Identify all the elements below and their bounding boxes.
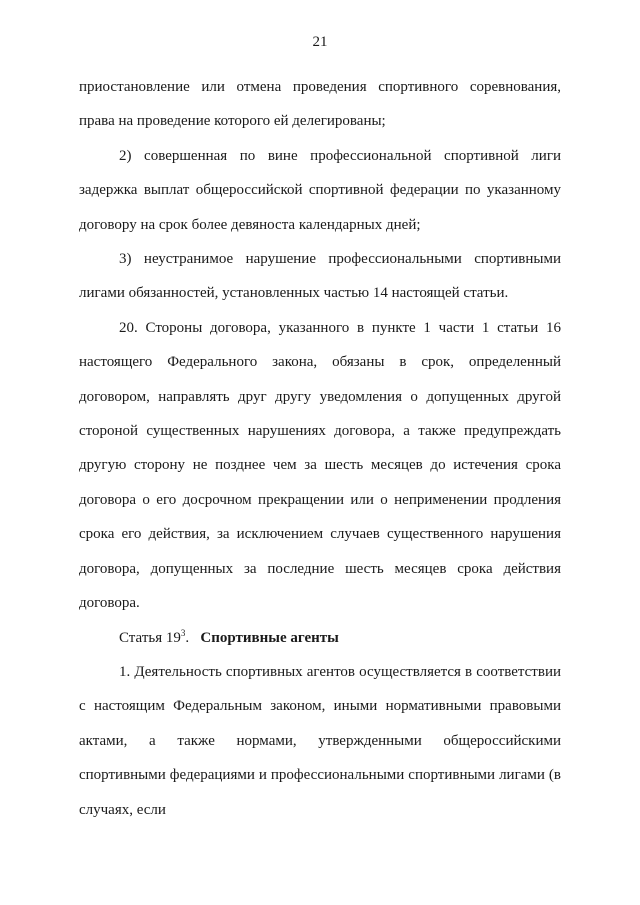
article-title: Спортивные агенты — [200, 629, 339, 646]
article-number: Статья 19 — [119, 629, 181, 646]
paragraph-continuation: приостановление или отмена проведения спортивного соревнования, права на проведение которого ей делегированы; — [79, 79, 561, 130]
article-number-dot: . — [185, 629, 190, 646]
article-superscript: 3 — [180, 627, 186, 638]
paragraph-20: 20. Стороны договора, указанного в пункте 1 части 1 статьи 16 настоящего Федерального закона, обязаны в срок, определенный договором, направлять друг другу уведомления о допущенных другой стороной существенных нарушениях договора, а также предупреждать другую сторону не позднее чем за шесть месяцев до истечения срока договора о его досрочном прекращении или о неприменении продления срока его действия, за исключением случаев существенного нарушения договора, допущенных за последние шесть месяцев срока действия договора. — [79, 319, 561, 612]
document-body — [79, 70, 561, 827]
paragraph-item-2: 2) совершенная по вине профессиональной спортивной лиги задержка выплат общероссийской спортивной федерации по указанному договору на срок более девяноста календарных дней; — [79, 147, 561, 233]
paragraph-item-3: 3) неустранимое нарушение профессиональными спортивными лигами обязанностей, установленных частью 14 настоящей статьи. — [79, 251, 561, 302]
article-heading — [79, 621, 561, 655]
article-paragraph-1: 1. Деятельность спортивных агентов осуществляется в соответствии с настоящим Федеральным законом, иными нормативными правовыми актами, а также нормами, утвержденными общероссийскими спортивными федерациями и профессиональными спортивными лигами (в случаях, если — [79, 663, 561, 818]
page-number: 21 — [312, 34, 328, 50]
